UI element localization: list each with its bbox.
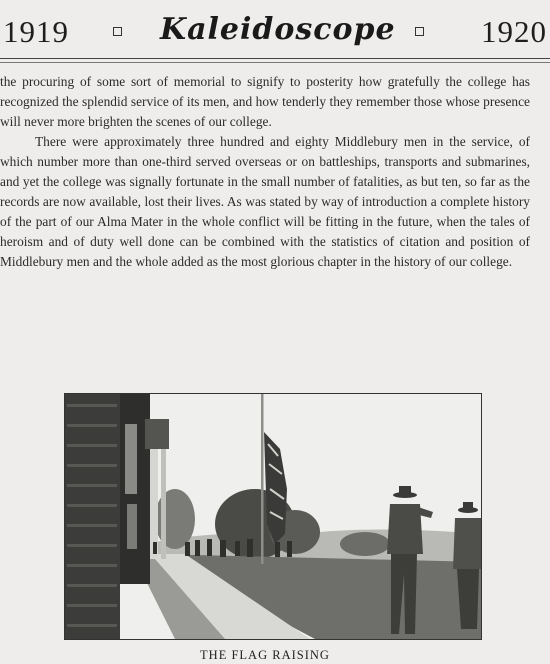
figure-caption: THE FLAG RAISING xyxy=(200,648,330,662)
flag-raising-photo xyxy=(64,393,482,640)
header-year-left: 1919 xyxy=(3,14,69,49)
header-title: Kaleidoscope xyxy=(160,12,396,47)
page-header xyxy=(0,0,550,60)
paragraph: the procuring of some sort of memorial to signify to posterity how gratefully the college has recognized the splendid service of its men, and how tenderly they remember those whose presence will never more brighten the scenes of our college. xyxy=(0,74,530,129)
body-text xyxy=(0,72,530,272)
header-rule xyxy=(0,62,550,63)
paragraph: There were approximately three hundred and eighty Middlebury men in the service, of which number more than one-third served overseas or on battleships, transports and submarines, and yet the college was signally fortunate in the small number of fatalities, as but ten, so far as the records are now available, lost their lives. As was stated by way of introduction a complete history of the part of our Alma Mater in the whole conflict will be fitting in the future, when the tales of heroism and of duty well done can be combined with the statistics of citation and position of Middlebury men and the whole added as the most glorious chapter in the history of our college. xyxy=(0,134,530,269)
square-ornament-icon xyxy=(415,27,424,36)
header-rule xyxy=(0,58,550,59)
square-ornament-icon xyxy=(113,27,122,36)
header-year-right: 1920 xyxy=(481,14,547,49)
